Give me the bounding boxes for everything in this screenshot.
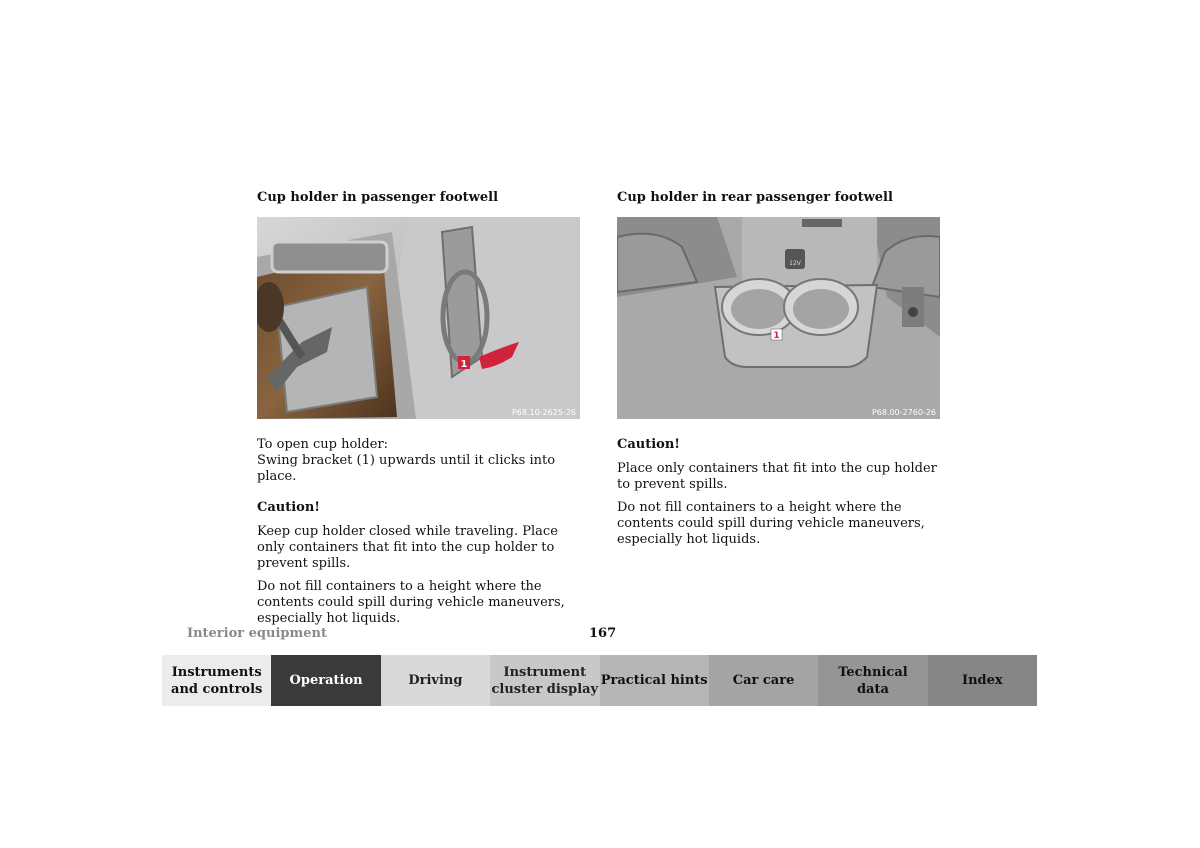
right-column	[617, 190, 941, 555]
label-12v: 12V	[789, 260, 801, 267]
page-number: 167	[589, 626, 617, 641]
caution-paragraph-1: Keep cup holder closed while traveling. Place only containers that fit into the cup holder to prevent spills.	[257, 524, 558, 571]
right-text	[617, 437, 941, 548]
left-text	[257, 437, 581, 627]
chapter-nav-bar	[162, 655, 1037, 706]
rear-footwell-illustration	[617, 217, 940, 419]
figure-code: P68.00-2760-26	[871, 408, 936, 417]
right-heading: Cup holder in rear passenger footwell	[617, 190, 893, 205]
tab-operation[interactable]: Operation	[271, 655, 380, 706]
passenger-footwell-figure	[257, 217, 580, 419]
tab-driving[interactable]: Driving	[381, 655, 490, 706]
tab-instruments-and-controls[interactable]: Instruments and controls	[162, 655, 271, 706]
tab-practical-hints[interactable]: Practical hints	[600, 655, 709, 706]
section-title: Interior equipment	[187, 626, 327, 641]
tab-instrument-cluster-display[interactable]: Instrument cluster display	[490, 655, 599, 706]
caution-paragraph-2: Do not fill containers to a height where the contents could spill during vehicle maneuvers, especially hot liquids.	[617, 500, 925, 547]
tab-index[interactable]: Index	[928, 655, 1037, 706]
callout-1: 1	[773, 331, 780, 341]
figure-code: P68.10-2625-26	[511, 408, 576, 417]
tab-car-care[interactable]: Car care	[709, 655, 818, 706]
caution-label: Caution!	[617, 437, 680, 452]
callout-1: 1	[460, 359, 468, 370]
passenger-footwell-illustration	[257, 217, 580, 419]
instruction-line-2: Swing bracket (1) upwards until it clicks into place.	[257, 453, 556, 484]
rear-footwell-figure	[617, 217, 940, 419]
caution-paragraph-1: Place only containers that fit into the cup holder to prevent spills.	[617, 461, 937, 492]
caution-paragraph-2: Do not fill containers to a height where the contents could spill during vehicle maneuvers, especially hot liquids.	[257, 579, 565, 626]
caution-label: Caution!	[257, 500, 320, 515]
left-column	[257, 190, 581, 634]
tab-technical-data[interactable]: Technical data	[818, 655, 927, 706]
left-heading: Cup holder in passenger footwell	[257, 190, 499, 205]
instruction-line-1: To open cup holder:	[257, 437, 389, 452]
